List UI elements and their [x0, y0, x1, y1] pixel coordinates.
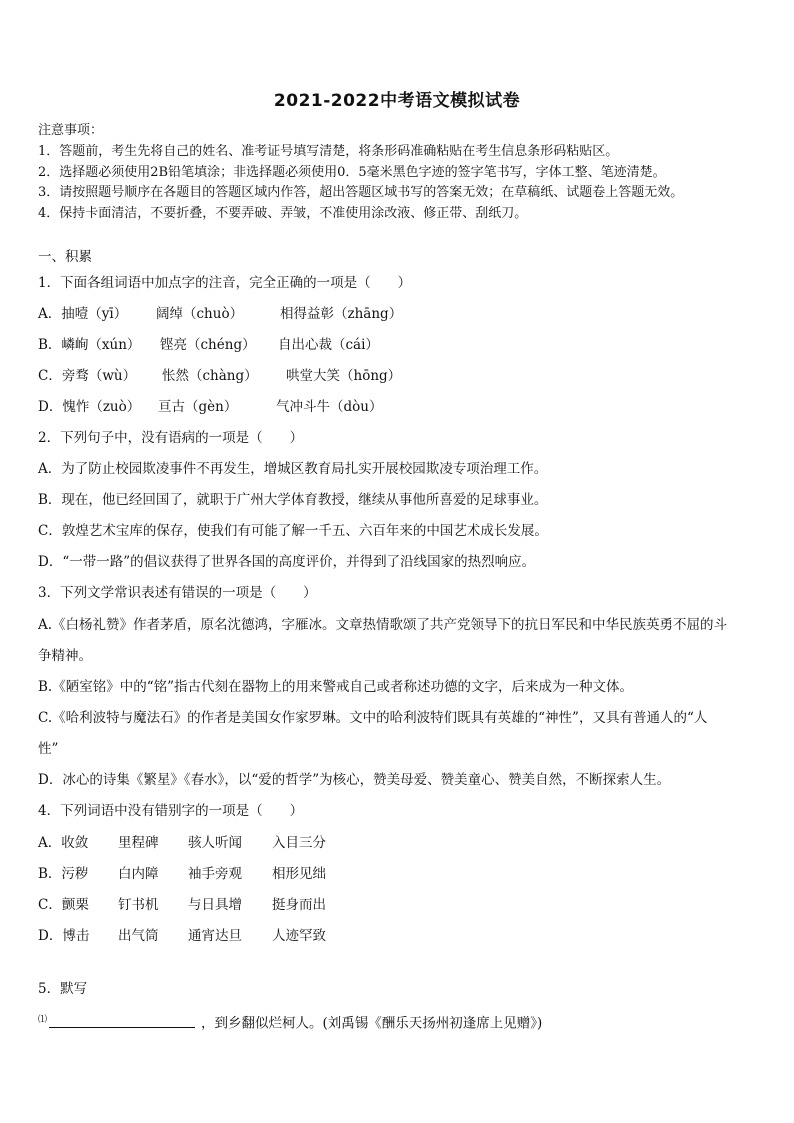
option-word: C．颤栗 [38, 897, 89, 913]
question-1-option-d [38, 398, 382, 416]
note-item: 2．选择题必须使用2B铅笔填涂；非选择题必须使用0．5毫米黑色字迹的签字笔书写，字体工整、笔迹清楚。 [38, 165, 666, 180]
option-word: 人迹罕致 [272, 928, 326, 944]
question-1-stem: 1．下面各组词语中加点字的注音，完全正确的一项是（ ） [38, 275, 412, 291]
item-text: ，到乡翻似烂柯人。(刘禹锡《酬乐天扬州初逢席上见赠》) [201, 1015, 543, 1032]
question-1-option-a [38, 305, 402, 323]
note-item: 1．答题前，考生先将自己的姓名、准考证号填写清楚，将条形码准确粘贴在考生信息条形码粘贴区。 [38, 144, 619, 159]
option-word: 哄堂大笑（hōng） [286, 368, 402, 384]
question-4-option-d [38, 927, 326, 945]
item-number: ⑴ [38, 1015, 48, 1025]
question-3-option-d: D．冰心的诗集《繁星》《春水》，以“爱的哲学”为核心，赞美母爱、赞美童心、赞美自然，不断探索人生。 [38, 772, 671, 788]
fill-blank[interactable] [49, 1015, 195, 1028]
question-4-option-c [38, 896, 326, 914]
option-word: 气冲斗牛（dòu） [276, 399, 383, 415]
option-word: 钉书机 [118, 897, 159, 913]
option-word: 自出心裁（cái） [278, 337, 379, 353]
option-word: D．愧怍（zuò） [38, 399, 141, 415]
option-word: D．博击 [38, 928, 90, 944]
page-title: 2021-2022中考语文模拟试卷 [273, 91, 521, 111]
option-word: 亘古（gèn） [158, 399, 238, 415]
question-3-option-a-cont: 争精神。 [38, 648, 92, 664]
option-word: 袖手旁观 [188, 866, 242, 882]
question-3-option-b: B.《陋室铭》中的“铭”指古代刻在器物上的用来警戒自己或者称述功德的文字，后来成为一种文体。 [38, 679, 634, 695]
question-2-option-d: D．“一带一路”的倡议获得了世界各国的高度评价，并得到了沿线国家的热烈响应。 [38, 554, 536, 570]
question-2-option-a: A．为了防止校园欺凌事件不再发生，增城区教育局扎实开展校园欺凌专项治理工作。 [38, 461, 548, 477]
option-word: 铿亮（chéng） [160, 337, 256, 353]
option-word: 怅然（chàng） [162, 368, 258, 384]
option-word: C．旁骛（wù） [38, 368, 137, 384]
option-word: 入目三分 [272, 835, 326, 851]
option-word: 出气筒 [118, 928, 159, 944]
question-4-stem: 4．下列词语中没有错别字的一项是（ ） [38, 803, 304, 819]
option-word: 相得益彰（zhāng） [280, 306, 403, 322]
question-5-item-1 [38, 1011, 542, 1033]
option-word: 相形见绌 [272, 866, 326, 882]
question-3-stem: 3．下列文学常识表述有错误的一项是（ ） [38, 585, 317, 601]
question-2-stem: 2．下列句子中，没有语病的一项是（ ） [38, 430, 304, 446]
option-word: 白内障 [118, 866, 159, 882]
option-word: 通宵达旦 [188, 928, 242, 944]
note-item: 4．保持卡面清洁，不要折叠，不要弄破、弄皱，不准使用涂改液、修正带、刮纸刀。 [38, 206, 528, 221]
option-word: 里程碑 [118, 835, 159, 851]
question-2-option-c: C．敦煌艺术宝库的保存，使我们有可能了解一千五、六百年来的中国艺术成长发展。 [38, 523, 548, 539]
question-2-option-b: B．现在，他已经回国了，就职于广州大学体育教授，继续从事他所喜爱的足球事业。 [38, 492, 548, 508]
notes-heading: 注意事项： [38, 123, 104, 138]
option-word: 骇人听闻 [188, 835, 242, 851]
question-5-stem: 5．默写 [38, 981, 88, 997]
option-word: B．嶙峋（xún） [38, 337, 141, 353]
question-1-option-c [38, 367, 401, 385]
option-word: B．污秽 [38, 866, 89, 882]
question-3-option-a: A.《白杨礼赞》作者茅盾，原名沈德鸿，字雁冰。文章热情歌颂了共产党领导下的抗日军民和中华民族英勇不屈的斗 [38, 617, 728, 633]
option-word: 与日具增 [188, 897, 242, 913]
question-4-option-b [38, 865, 326, 883]
option-word: 阔绰（chuò） [156, 306, 244, 322]
question-3-option-c-cont: 性” [38, 741, 59, 757]
section-heading: 一、积累 [38, 249, 92, 265]
question-4-option-a [38, 834, 326, 852]
question-1-option-b [38, 336, 379, 354]
option-word: A．抽噎（yī） [38, 306, 128, 322]
question-3-option-c: C.《哈利波特与魔法石》的作者是美国女作家罗琳。文中的哈利波特们既具有英雄的“神性”，又具有普通人的“人 [38, 710, 708, 726]
note-item: 3．请按照题号顺序在各题目的答题区域内作答，超出答题区域书写的答案无效；在草稿纸、试题卷上答题无效。 [38, 185, 684, 200]
option-word: 挺身而出 [272, 897, 326, 913]
option-word: A．收敛 [38, 835, 89, 851]
